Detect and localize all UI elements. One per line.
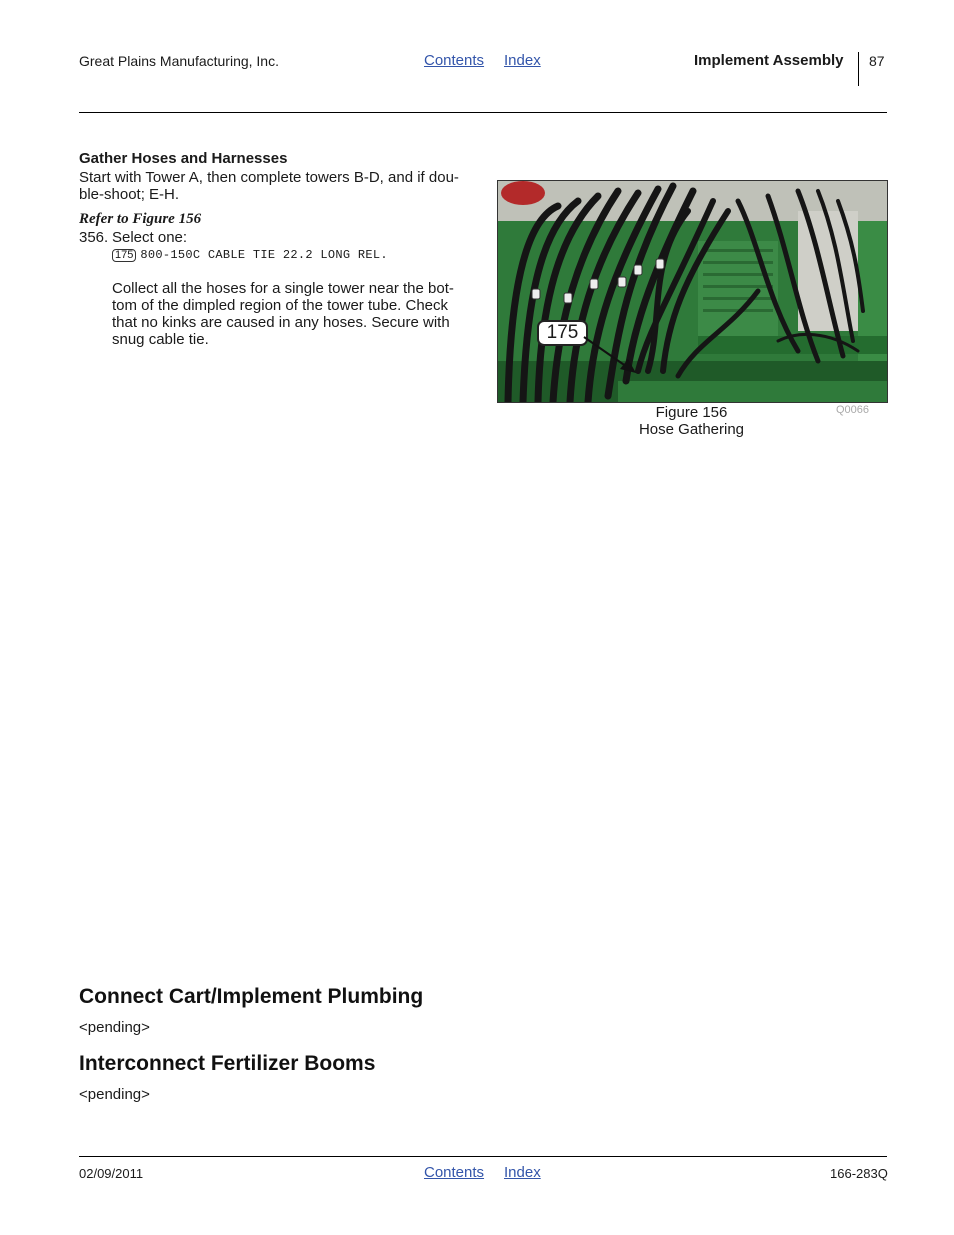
gather-intro xyxy=(79,169,479,203)
section-interconnect-booms-body: <pending> xyxy=(79,1086,150,1103)
step-number: 356. xyxy=(79,229,109,246)
gather-heading: Gather Hoses and Harnesses xyxy=(79,150,288,167)
section-interconnect-booms-heading: Interconnect Fertilizer Booms xyxy=(79,1052,376,1075)
footer-doc-number: 166-283Q xyxy=(830,1166,888,1181)
figure-caption xyxy=(497,404,886,438)
section-connect-plumbing-heading: Connect Cart/Implement Plumbing xyxy=(79,985,424,1008)
footer-rule xyxy=(79,1156,887,1157)
section-connect-plumbing-body: <pending> xyxy=(79,1019,150,1036)
footer-contents-link[interactable]: Contents xyxy=(424,1164,485,1181)
part-line xyxy=(112,248,388,262)
step-text: Select one: xyxy=(112,229,188,246)
gather-intro-line-1: Start with Tower A, then complete towers B-D, and if dou- xyxy=(79,169,459,186)
figure-callout-175: 175 xyxy=(537,320,588,346)
gather-intro-line-2: ble-shoot; E-H. xyxy=(79,186,180,203)
figure-number: Figure 156 xyxy=(655,404,728,421)
part-text: 800-150C CABLE TIE 22.2 LONG REL. xyxy=(140,248,388,262)
page-number: 87 xyxy=(869,53,885,69)
header-rule xyxy=(79,112,887,113)
image-code: Q0066 xyxy=(836,404,870,416)
callout-arrow xyxy=(498,181,887,402)
contents-link[interactable]: Contents xyxy=(424,52,485,69)
footer-index-link[interactable]: Index xyxy=(504,1164,541,1181)
instruction-paragraph xyxy=(112,280,477,348)
section-title: Implement Assembly xyxy=(694,52,844,69)
footer-date: 02/09/2011 xyxy=(79,1166,144,1181)
part-callout: 175 xyxy=(112,249,136,262)
refer-figure: Refer to Figure 156 xyxy=(79,211,202,227)
figure-title: Hose Gathering xyxy=(638,421,745,438)
company-name: Great Plains Manufacturing, Inc. xyxy=(79,53,279,69)
instruction-line-2: tom of the dimpled region of the tower tube. Check xyxy=(112,297,449,314)
instruction-line-1: Collect all the hoses for a single tower near the bot- xyxy=(112,280,454,297)
header-divider xyxy=(858,52,859,86)
instruction-line-4: snug cable tie. xyxy=(112,331,209,348)
index-link[interactable]: Index xyxy=(504,52,541,69)
hose-gathering-photo xyxy=(497,180,888,403)
instruction-line-3: that no kinks are caused in any hoses. Secure with xyxy=(112,314,450,331)
